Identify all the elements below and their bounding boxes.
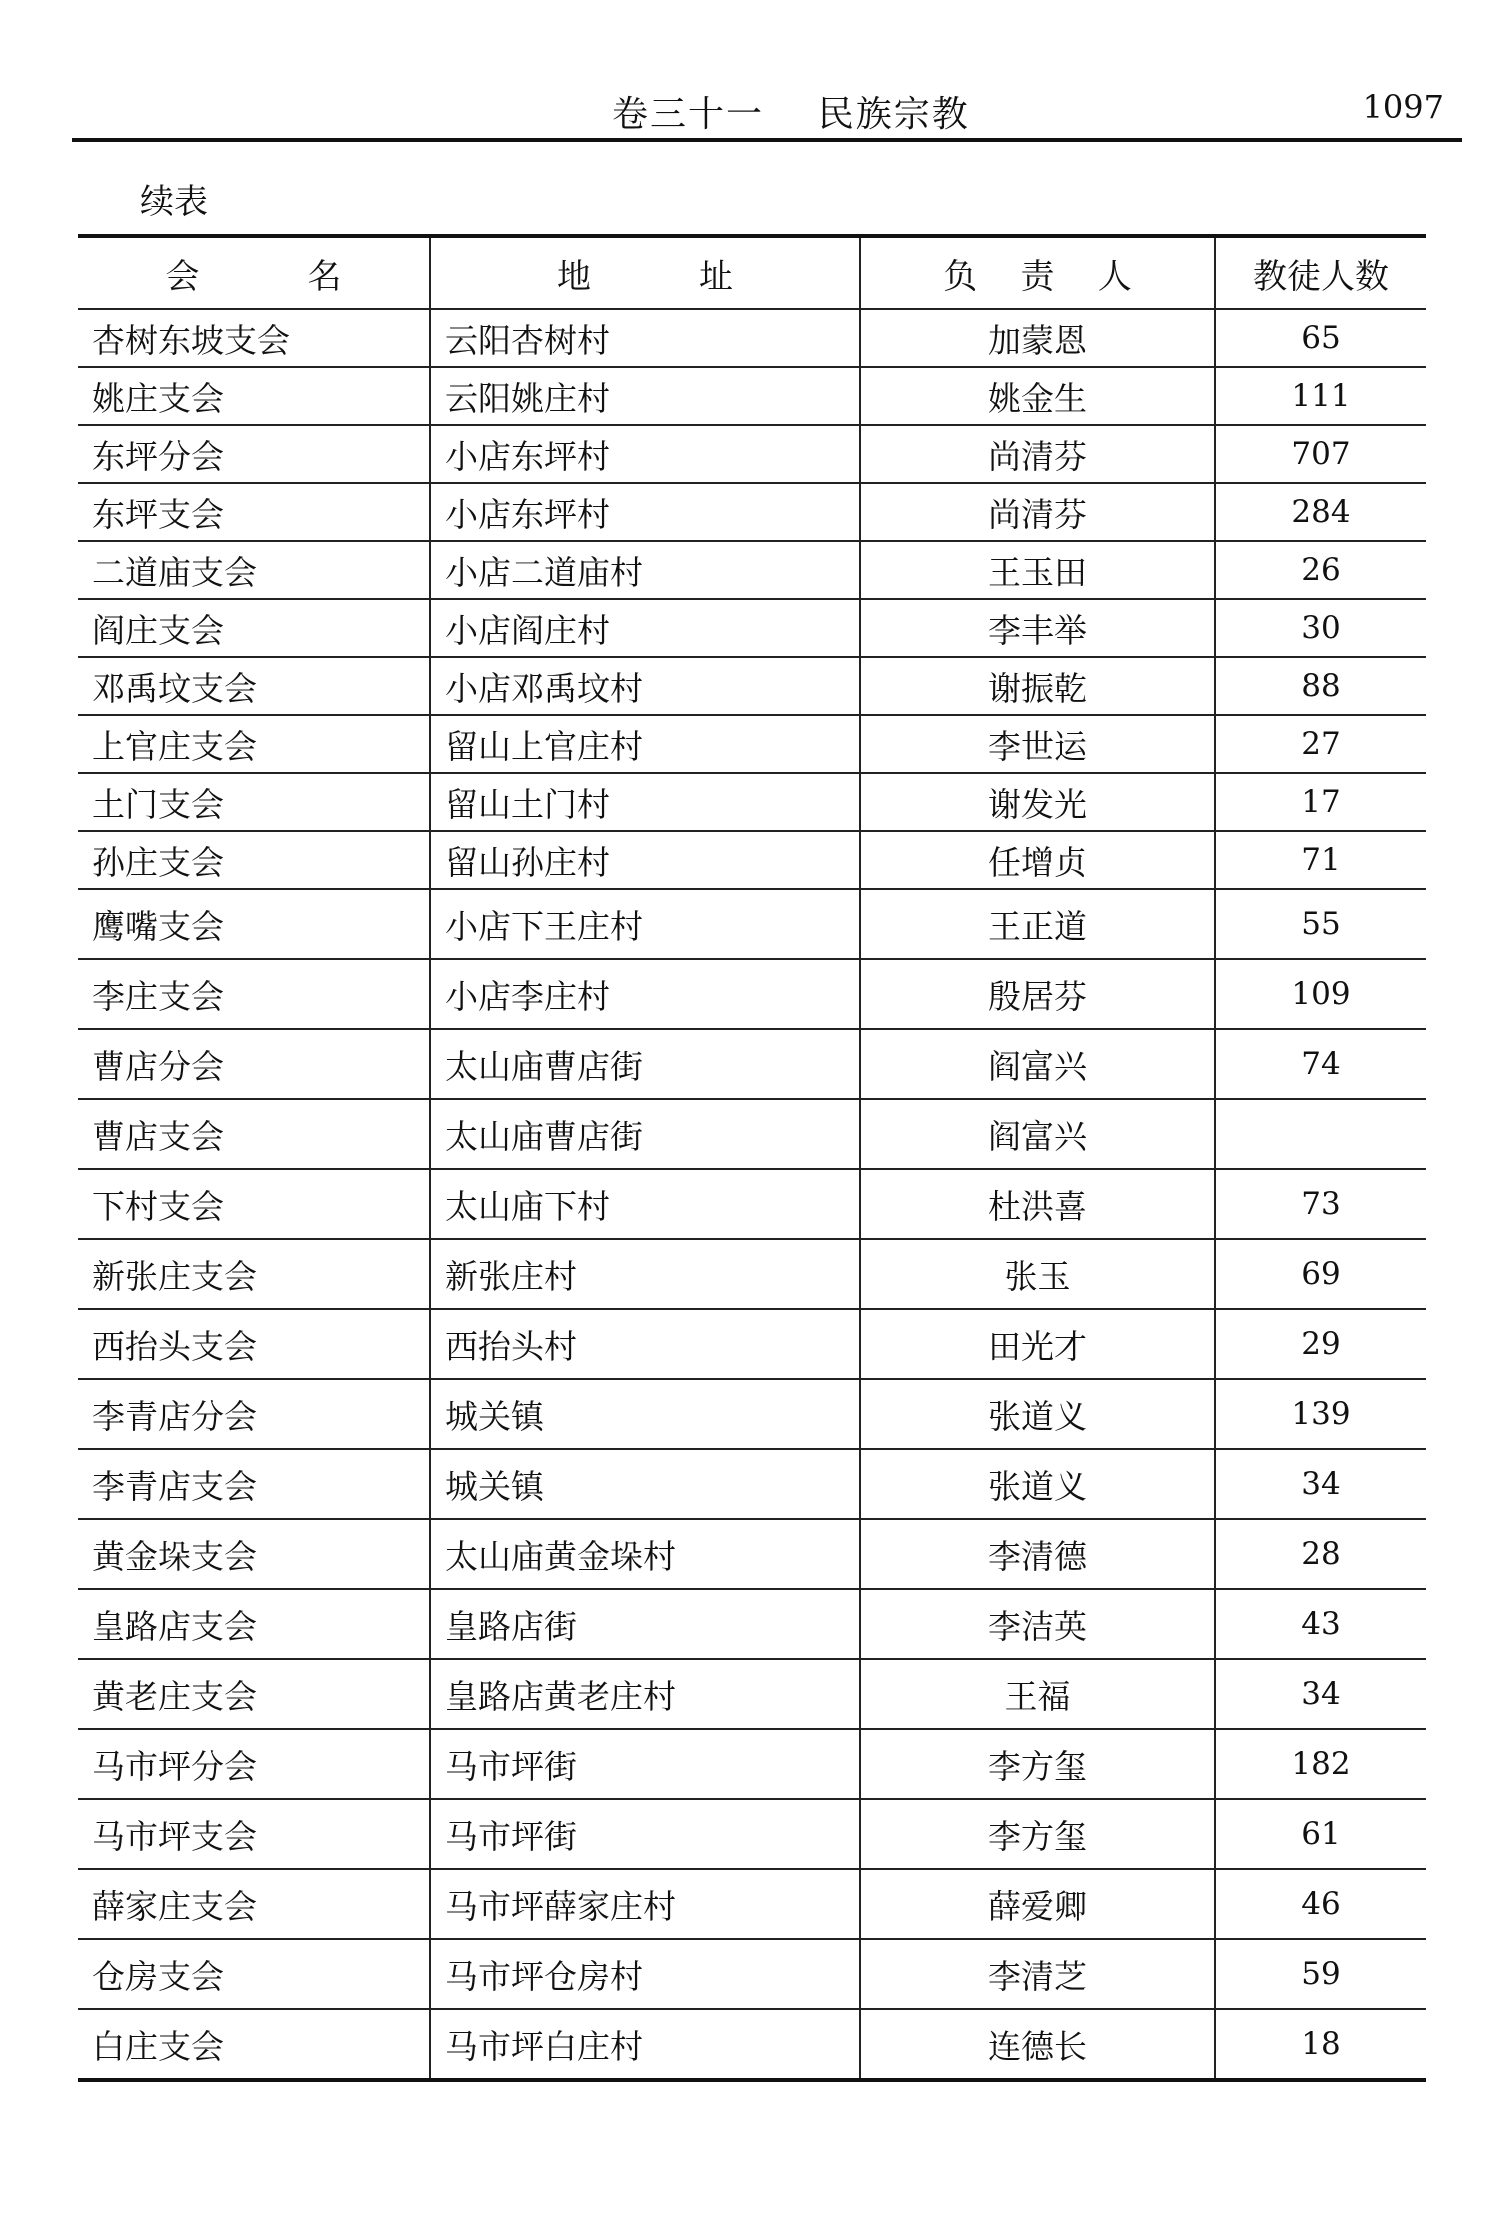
table-row (78, 657, 1426, 715)
table-row (78, 1869, 1426, 1939)
cell-address: 城关镇 (430, 1449, 860, 1519)
cell-address: 太山庙曹店街 (430, 1029, 860, 1099)
cell-address: 马市坪仓房村 (430, 1939, 860, 2009)
table-row (78, 2009, 1426, 2080)
cell-name: 姚庄支会 (78, 367, 430, 425)
cell-person: 李清德 (860, 1519, 1215, 1589)
table-row (78, 1659, 1426, 1729)
cell-count: 30 (1215, 599, 1426, 657)
cell-address: 西抬头村 (430, 1309, 860, 1379)
table-row (78, 367, 1426, 425)
cell-name: 土门支会 (78, 773, 430, 831)
cell-name: 马市坪分会 (78, 1729, 430, 1799)
cell-count: 34 (1215, 1659, 1426, 1729)
cell-count: 73 (1215, 1169, 1426, 1239)
cell-name: 孙庄支会 (78, 831, 430, 889)
table-row (78, 541, 1426, 599)
cell-name: 上官庄支会 (78, 715, 430, 773)
table-row (78, 773, 1426, 831)
table-row (78, 1939, 1426, 2009)
cell-count: 55 (1215, 889, 1426, 959)
cell-name: 仓房支会 (78, 1939, 430, 2009)
cell-person: 杜洪喜 (860, 1169, 1215, 1239)
cell-name: 李青店分会 (78, 1379, 430, 1449)
column-header-count: 教徒人数 (1215, 236, 1426, 309)
cell-count: 88 (1215, 657, 1426, 715)
cell-count: 71 (1215, 831, 1426, 889)
cell-person: 阎富兴 (860, 1099, 1215, 1169)
cell-address: 太山庙曹店街 (430, 1099, 860, 1169)
cell-name: 李青店支会 (78, 1449, 430, 1519)
table-row (78, 1799, 1426, 1869)
cell-address: 小店二道庙村 (430, 541, 860, 599)
cell-name: 下村支会 (78, 1169, 430, 1239)
header-row (78, 236, 1426, 309)
cell-person: 李清芝 (860, 1939, 1215, 2009)
cell-address: 马市坪白庄村 (430, 2009, 860, 2080)
cell-address: 小店东坪村 (430, 483, 860, 541)
cell-person: 加蒙恩 (860, 309, 1215, 367)
chapter-title: 卷三十一 民族宗教 (612, 94, 970, 135)
cell-count: 18 (1215, 2009, 1426, 2080)
cell-person: 姚金生 (860, 367, 1215, 425)
table-row (78, 425, 1426, 483)
table-caption: 续表 (140, 182, 208, 222)
cell-person: 王正道 (860, 889, 1215, 959)
table-row (78, 1309, 1426, 1379)
cell-count: 46 (1215, 1869, 1426, 1939)
cell-count: 109 (1215, 959, 1426, 1029)
cell-person: 李丰举 (860, 599, 1215, 657)
cell-name: 曹店支会 (78, 1099, 430, 1169)
cell-name: 黄老庄支会 (78, 1659, 430, 1729)
table-row (78, 1099, 1426, 1169)
association-table (78, 234, 1426, 2082)
table-row (78, 1029, 1426, 1099)
cell-name: 新张庄支会 (78, 1239, 430, 1309)
cell-person: 张道义 (860, 1449, 1215, 1519)
cell-person: 李方玺 (860, 1799, 1215, 1869)
cell-address: 小店下王庄村 (430, 889, 860, 959)
cell-name: 马市坪支会 (78, 1799, 430, 1869)
cell-name: 皇路店支会 (78, 1589, 430, 1659)
cell-address: 小店李庄村 (430, 959, 860, 1029)
table-row (78, 1379, 1426, 1449)
table-row (78, 1449, 1426, 1519)
cell-count: 139 (1215, 1379, 1426, 1449)
cell-count: 26 (1215, 541, 1426, 599)
cell-count: 28 (1215, 1519, 1426, 1589)
cell-name: 鹰嘴支会 (78, 889, 430, 959)
table-header (78, 236, 1426, 309)
table-row (78, 959, 1426, 1029)
cell-address: 皇路店黄老庄村 (430, 1659, 860, 1729)
cell-address: 皇路店街 (430, 1589, 860, 1659)
cell-name: 西抬头支会 (78, 1309, 430, 1379)
cell-count: 61 (1215, 1799, 1426, 1869)
cell-person: 张玉 (860, 1239, 1215, 1309)
cell-address: 新张庄村 (430, 1239, 860, 1309)
cell-name: 邓禹坟支会 (78, 657, 430, 715)
cell-count (1215, 1099, 1426, 1169)
column-header-address: 地 址 (430, 236, 860, 309)
cell-person: 谢发光 (860, 773, 1215, 831)
cell-person: 阎富兴 (860, 1029, 1215, 1099)
cell-name: 黄金垛支会 (78, 1519, 430, 1589)
cell-count: 707 (1215, 425, 1426, 483)
table-row (78, 1169, 1426, 1239)
table-row (78, 831, 1426, 889)
cell-person: 张道义 (860, 1379, 1215, 1449)
cell-count: 111 (1215, 367, 1426, 425)
cell-name: 东坪分会 (78, 425, 430, 483)
cell-count: 27 (1215, 715, 1426, 773)
cell-address: 留山土门村 (430, 773, 860, 831)
cell-name: 东坪支会 (78, 483, 430, 541)
cell-person: 尚清芬 (860, 483, 1215, 541)
cell-count: 34 (1215, 1449, 1426, 1519)
column-header-person: 负 责 人 (860, 236, 1215, 309)
cell-name: 阎庄支会 (78, 599, 430, 657)
cell-count: 74 (1215, 1029, 1426, 1099)
cell-person: 殷居芬 (860, 959, 1215, 1029)
cell-count: 17 (1215, 773, 1426, 831)
cell-address: 留山孙庄村 (430, 831, 860, 889)
cell-count: 29 (1215, 1309, 1426, 1379)
cell-address: 留山上官庄村 (430, 715, 860, 773)
cell-person: 连德长 (860, 2009, 1215, 2080)
cell-name: 曹店分会 (78, 1029, 430, 1099)
cell-name: 杏树东坡支会 (78, 309, 430, 367)
cell-person: 谢振乾 (860, 657, 1215, 715)
cell-person: 李世运 (860, 715, 1215, 773)
table-row (78, 1519, 1426, 1589)
cell-address: 小店东坪村 (430, 425, 860, 483)
cell-address: 太山庙黄金垛村 (430, 1519, 860, 1589)
table-body (78, 309, 1426, 2080)
cell-count: 43 (1215, 1589, 1426, 1659)
table-row (78, 599, 1426, 657)
table-row (78, 715, 1426, 773)
table-row (78, 889, 1426, 959)
page-header (72, 80, 1462, 142)
table-row (78, 309, 1426, 367)
cell-address: 马市坪街 (430, 1729, 860, 1799)
cell-address: 云阳姚庄村 (430, 367, 860, 425)
cell-person: 王玉田 (860, 541, 1215, 599)
table-row (78, 1239, 1426, 1309)
cell-address: 小店邓禹坟村 (430, 657, 860, 715)
cell-count: 59 (1215, 1939, 1426, 2009)
table-row (78, 1729, 1426, 1799)
table-row (78, 483, 1426, 541)
cell-person: 王福 (860, 1659, 1215, 1729)
cell-person: 田光才 (860, 1309, 1215, 1379)
cell-address: 小店阎庄村 (430, 599, 860, 657)
cell-count: 182 (1215, 1729, 1426, 1799)
cell-address: 云阳杏树村 (430, 309, 860, 367)
cell-address: 马市坪街 (430, 1799, 860, 1869)
cell-count: 65 (1215, 309, 1426, 367)
column-header-name: 会 名 (78, 236, 430, 309)
cell-address: 太山庙下村 (430, 1169, 860, 1239)
cell-address: 城关镇 (430, 1379, 860, 1449)
cell-name: 二道庙支会 (78, 541, 430, 599)
cell-person: 薛爱卿 (860, 1869, 1215, 1939)
cell-person: 尚清芬 (860, 425, 1215, 483)
cell-count: 69 (1215, 1239, 1426, 1309)
cell-person: 任增贞 (860, 831, 1215, 889)
cell-person: 李方玺 (860, 1729, 1215, 1799)
cell-person: 李洁英 (860, 1589, 1215, 1659)
table-row (78, 1589, 1426, 1659)
cell-name: 李庄支会 (78, 959, 430, 1029)
cell-count: 284 (1215, 483, 1426, 541)
cell-address: 马市坪薛家庄村 (430, 1869, 860, 1939)
page-number: 1097 (1362, 88, 1444, 126)
cell-name: 白庄支会 (78, 2009, 430, 2080)
cell-name: 薛家庄支会 (78, 1869, 430, 1939)
